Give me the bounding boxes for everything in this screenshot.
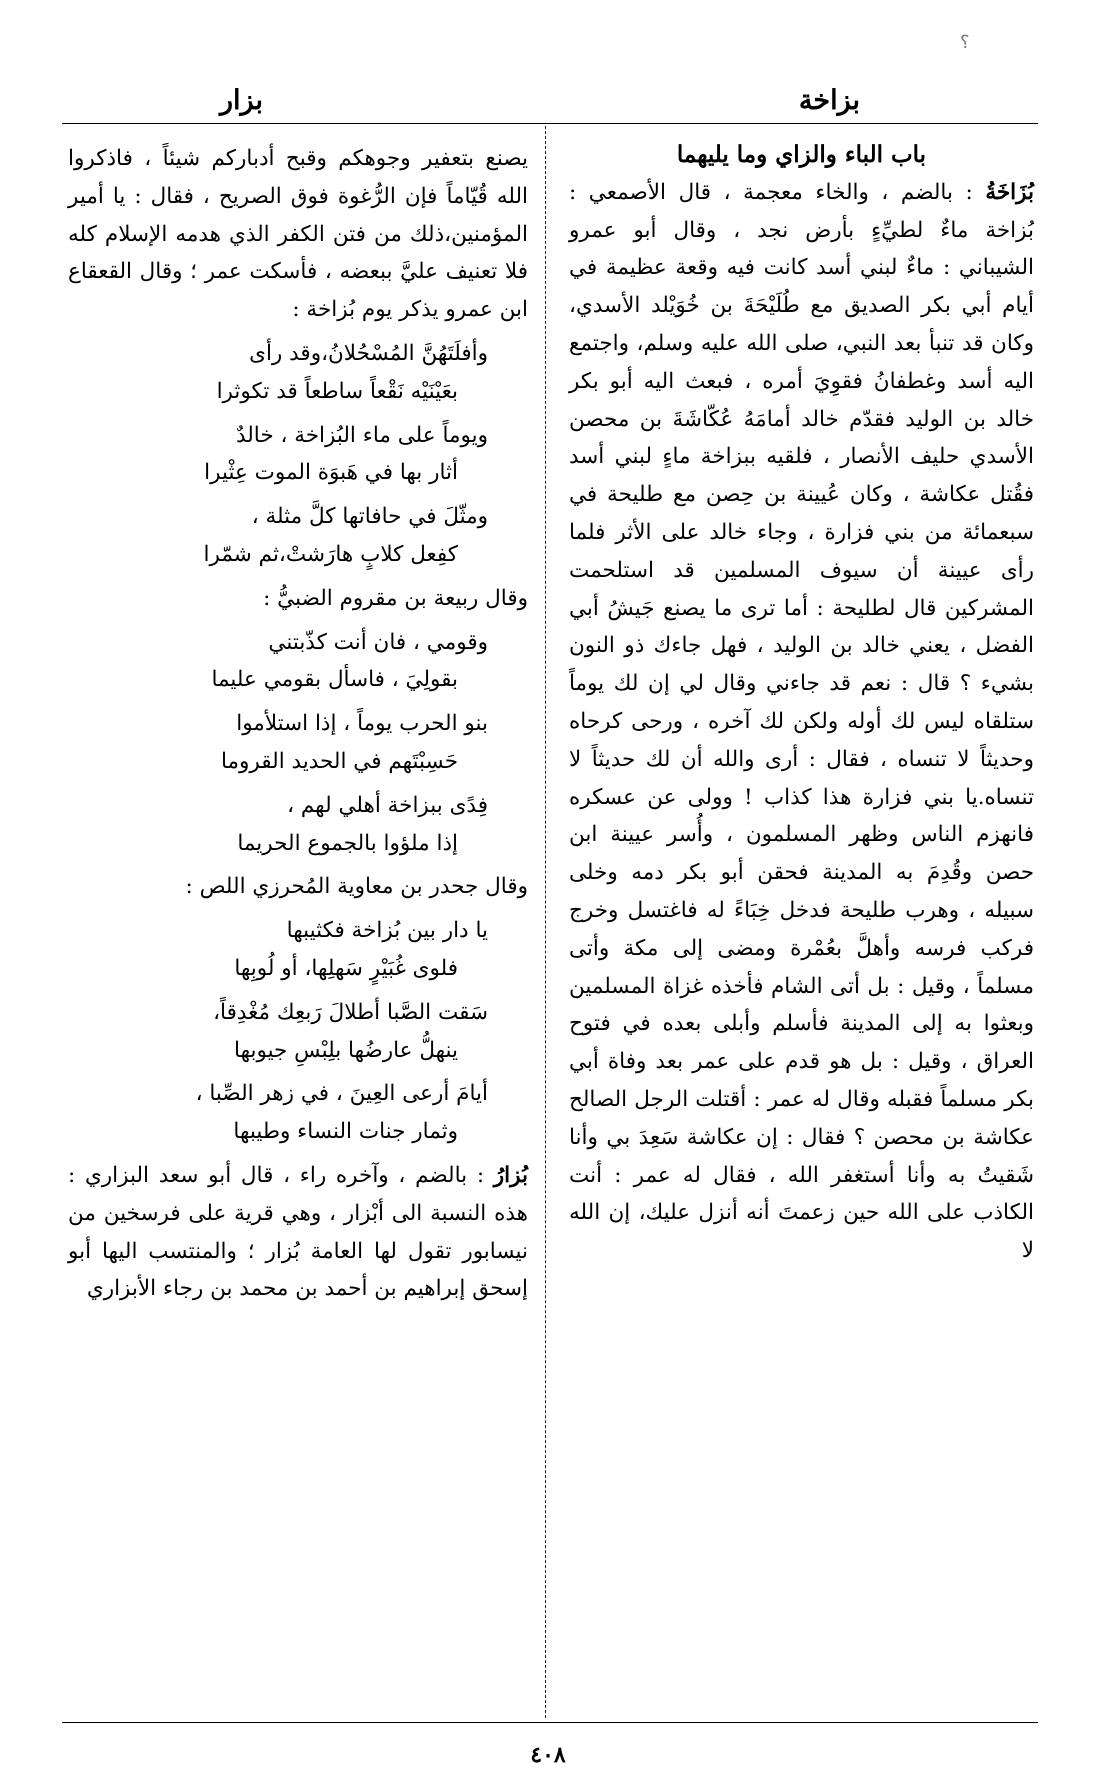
entry-headword: بُزَاخَةُ <box>985 179 1034 205</box>
entry-buzakha <box>569 174 1034 1270</box>
page-header <box>60 78 1040 122</box>
hemistich-first: وقومي ، فان أنت كذّبتني <box>268 629 488 655</box>
header-left-title: بزار <box>220 84 263 116</box>
section-title: باب الباء والزاي وما يليهما <box>676 141 927 168</box>
entry-body: : بالضم ، والخاء معجمة ، قال الأصمعي : بُزاخة ماءٌ لطيِّءٍ بأرض نجد ، وقال أبو عمرو الشيباني : ماءٌ لبني أسد كانت فيه وقعة عظيمة في أيام أبي بكر الصديق مع طُلَيْحَةَ بن خُوَيْلد الأسدي، وكان قد تنبأ بعد النبي، صلى الله عليه وسلم، واجتمع اليه أسد وغطفانُ فقوِيَ أمره ، فبعث اليه أبو بكر خالد بن الوليد فقدّم خالد أمامَهُ عُكّاشَةَ بن محصن الأسدي حليف الأنصار ، فلقيه ببزاخة ماءٍ لبني أسد فقُتل عكاشة ، وكان عُيينة بن حِصن مع طليحة في سبعمائة من بني فزارة ، وجاء خالد على الأثر فلما رأى عيينة أن سيوف المسلمين قد استلحمت المشركين قال لطليحة : أما ترى ما يصنع جَيشُ أبي الفضل ، يعني خالد بن الوليد ، فهل جاءك ذو النون بشيء ؟ قال : نعم قد جاءني وقال لي إن لك يوماً ستلقاه ليس لك أوله ولكن لك آخره ، ورحى كرحاه وحديثاً لا تنساه ، فقال : أرى والله أن لك حديثاً لا تنساه.يا بني فزارة هذا كذاب ! وولى عن عسكره فانهزم الناس وظهر المسلمون ، وأُسر عيينة ابن حصن وقُدِمَ به المدينة فحقن أبو بكر دمه وخلى سبيله ، وهرب طليحة فدخل خِبَاءً له فاغتسل وخرج فركب فرسه وأهلَّ بعُمْرة ومضى إلى مكة وأتى مسلماً ، وقيل : بل أتى الشام فأخذه غزاة المسلمين وبعثوا به إلى المدينة فأسلم وأبلى بعده في فتوح العراق ، وقيل : بل هو قدم على عمر بعد وفاة أبي بكر مسلماً فقبله وقال له عمر : أقتلت الرجل الصالح عكاشة بن محصن ؟ فقال : إن عكاشة سَعِدَ بي وأنا شَقيتُ به وأنا أستغفر الله ، فقال له عمر : أنت الكاذب على الله حين زعمتَ أنه أنزل عليك، إن الله لا <box>569 179 1034 1264</box>
entry-headword: بُزارُ <box>493 1162 528 1188</box>
hemistich-first: فِدًى ببزاخة أهلي لهم ، <box>287 792 488 818</box>
hemistich-first: يا دار بين بُزاخة فكثيبها <box>286 918 488 944</box>
bottom-rule <box>62 1722 1038 1723</box>
hemistich-second: بقولِيَ ، فاسأل بقومي عليما <box>211 667 458 693</box>
entry-buzar <box>68 1157 528 1308</box>
hemistich-first: أيامَ أرعى العِينَ ، في زهر الصِّبا ، <box>195 1081 488 1107</box>
left-column <box>68 140 528 1308</box>
hemistich-first: بنو الحرب يوماً ، إذا استلأموا <box>236 711 488 737</box>
poem-qaqaa <box>68 335 528 574</box>
column-divider <box>545 126 546 1718</box>
paragraph: وقال جحدر بن معاوية المُحرزي اللص : <box>185 874 528 900</box>
hemistich-second: ينهلُّ عارضُها بلِبْسِ جيوبها <box>234 1037 458 1063</box>
verse <box>68 1075 528 1151</box>
paragraph: يصنع بتعفير وجوهكم وقبح أدباركم شيئاً ، فاذكروا الله قُيّاماً فإن الرُّغوة فوق الصريح ، فقال : يا أمير المؤمنين،ذلك من فتن الكفر الذي هدمه الإسلام كله فلا تعنيف عليَّ ببعضه ، فأسكت عمر ؛ وقال القعقاع ابن عمرو يذكر يوم بُزاخة : <box>68 146 528 323</box>
poem-jahdar <box>68 912 528 1151</box>
hemistich-first: ويوماً على ماء البُزاخة ، خالدٌ <box>235 422 488 448</box>
verse <box>68 498 528 574</box>
hemistich-second: إذا ملؤوا بالجموع الحريما <box>237 830 458 856</box>
verse <box>68 994 528 1070</box>
hemistich-second: فلوى غُبَيْرٍ سَهلِها، أو لُوبِها <box>234 955 458 981</box>
hemistich-first: وأفلَتَهُنَّ المُسْحُلانُ،وقد رأى <box>249 340 488 366</box>
top-rule <box>62 123 1038 124</box>
hemistich-second: حَسِبْتَهم في الحديد القروما <box>220 748 458 774</box>
verse <box>68 624 528 700</box>
verse <box>68 912 528 988</box>
poem-rabia <box>68 624 528 863</box>
paragraph: وقال ربيعة بن مقروم الضبيُّ : <box>263 585 528 611</box>
hemistich-second: أثار بها في هَبوَة الموت عِثْيرا <box>204 460 458 486</box>
corner-mark: ؟ <box>960 32 970 53</box>
page-number: ٤٠٨ <box>530 1742 566 1768</box>
header-right-title: بزاخة <box>798 84 860 116</box>
verse <box>68 705 528 781</box>
verse <box>68 335 528 411</box>
hemistich-first: ومثّلَ في حافاتها كلَّ مثلة ، <box>251 504 488 530</box>
entry-body: : بالضم ، وآخره راء ، قال أبو سعد البزاري : هذه النسبة الى أبْزار ، وهي قرية على فرسخين من نيسابور تقول لها العامة بُزار ؛ والمنتسب اليها أبو إسحق إبراهيم بن أحمد بن محمد بن رجاء الأبزاري <box>68 1162 528 1302</box>
verse <box>68 417 528 493</box>
hemistich-first: سَقت الصَّبا أطلالَ رَبعِك مُغْدِقاً، <box>213 999 488 1025</box>
hemistich-second: كفِعل كلابٍ هارَشتْ،ثم شمّرا <box>203 541 458 567</box>
verse <box>68 787 528 863</box>
right-column <box>569 136 1034 1270</box>
hemistich-second: بعَيْنَيْه نَقْعاً ساطعاً قد تكوثرا <box>216 378 458 404</box>
hemistich-second: وثمار جنات النساء وطيبها <box>233 1119 458 1145</box>
